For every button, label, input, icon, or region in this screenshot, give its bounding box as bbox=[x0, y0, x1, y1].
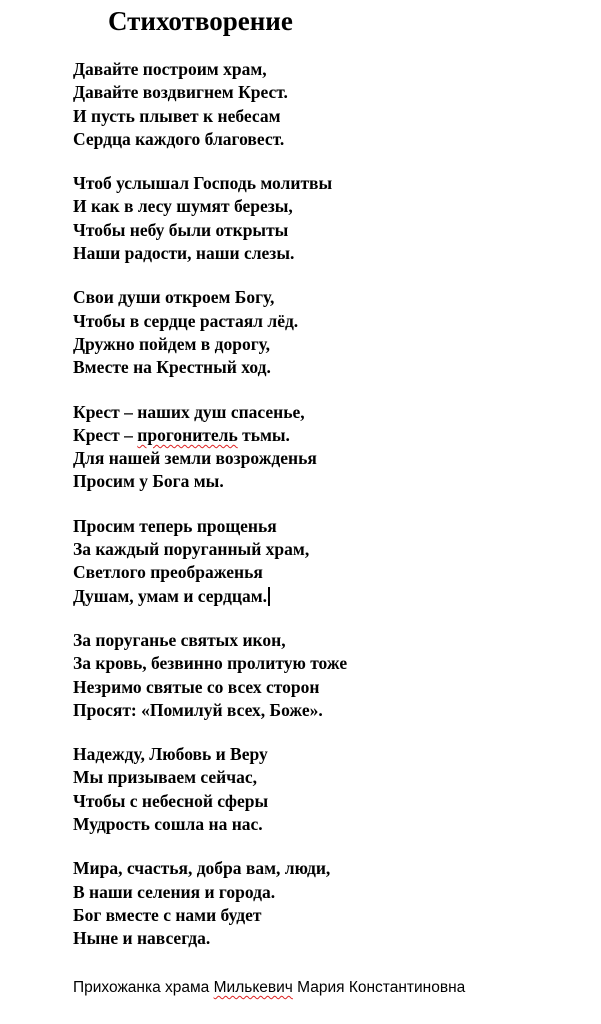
poem-line: Светлого преображенья bbox=[73, 562, 263, 583]
poem-line: За кровь, безвинно пролитую тоже bbox=[73, 653, 348, 674]
poem-line: Просим теперь прощенья bbox=[73, 515, 277, 536]
poem-line: Мы призываем сейчас, bbox=[73, 767, 258, 788]
stanza bbox=[73, 743, 593, 836]
poem-line: Чтобы небу были открыты bbox=[73, 219, 289, 240]
stanza bbox=[73, 401, 593, 494]
poem-line: Наши радости, наши слезы. bbox=[73, 243, 295, 264]
stanza bbox=[73, 172, 593, 265]
stanza bbox=[73, 286, 593, 379]
poem-line: Незримо святые со всех сторон bbox=[73, 676, 320, 697]
text-cursor bbox=[268, 587, 270, 606]
stanza bbox=[73, 515, 593, 608]
stanza bbox=[73, 58, 593, 151]
poem-line: Дружно пойдем в дорогу, bbox=[73, 333, 271, 354]
poem-line: За поруганье святых икон, bbox=[73, 629, 286, 650]
poem-body bbox=[73, 58, 593, 972]
author-signature bbox=[73, 978, 465, 998]
poem-line: Давайте воздвигнем Крест. bbox=[73, 82, 288, 103]
poem-line: Чтобы с небесной сферы bbox=[73, 790, 269, 811]
poem-line: Крест – прогонитель тьмы. bbox=[73, 424, 290, 445]
signature-prefix: Прихожанка храма bbox=[73, 979, 214, 996]
poem-line: Просим у Бога мы. bbox=[73, 471, 224, 492]
poem-line: За каждый поруганный храм, bbox=[73, 539, 310, 560]
poem-line: Чтоб услышал Господь молитвы bbox=[73, 173, 333, 194]
poem-line: Крест – наших душ спасенье, bbox=[73, 401, 305, 422]
signature-surname: Милькевич bbox=[213, 979, 293, 996]
poem-line: Мудрость сошла на нас. bbox=[73, 814, 263, 835]
poem-line: Бог вместе с нами будет bbox=[73, 904, 262, 925]
poem-line: Вместе на Крестный ход. bbox=[73, 357, 271, 378]
stanza bbox=[73, 629, 593, 722]
poem-line: В наши селения и города. bbox=[73, 881, 276, 902]
poem-line: Сердца каждого благовест. bbox=[73, 128, 285, 149]
poem-line: Просят: «Помилуй всех, Боже». bbox=[73, 699, 323, 720]
signature-suffix: Мария Константиновна bbox=[292, 979, 466, 996]
poem-line: Свои души откроем Богу, bbox=[73, 287, 275, 308]
poem-line: Ныне и навсегда. bbox=[73, 928, 211, 949]
poem-line: Душам, умам и сердцам. bbox=[73, 585, 593, 608]
poem-line: Надежду, Любовь и Веру bbox=[73, 744, 268, 765]
poem-line: И пусть плывет к небесам bbox=[73, 105, 281, 126]
poem-line: И как в лесу шумят березы, bbox=[73, 196, 293, 217]
poem-line: Для нашей земли возрожденья bbox=[73, 448, 317, 469]
spellcheck-word: прогонитель bbox=[137, 424, 238, 445]
poem-line: Мира, счастья, добра вам, люди, bbox=[73, 858, 331, 879]
poem-title: Стихотворение bbox=[108, 6, 293, 36]
poem-line: Давайте построим храм, bbox=[73, 59, 267, 79]
stanza bbox=[73, 857, 593, 950]
poem-line: Чтобы в сердце растаял лёд. bbox=[73, 310, 299, 331]
